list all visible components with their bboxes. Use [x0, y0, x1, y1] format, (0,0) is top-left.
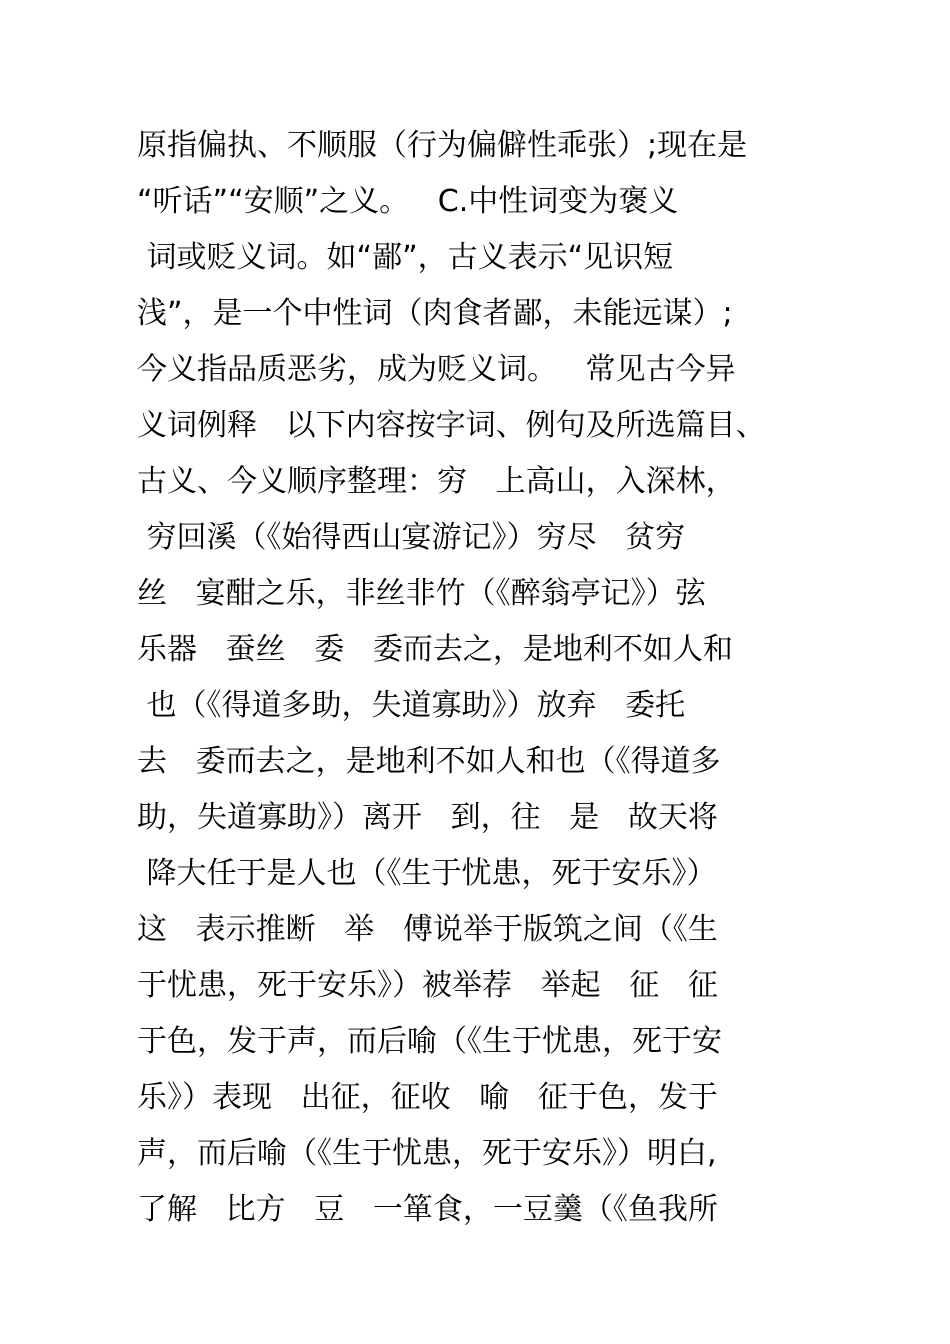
text-line: 了解 比方 豆 一箪食，一豆羹（《鱼我所 [137, 1192, 718, 1227]
text-line: 义词例释 以下内容按字词、例句及所选篇目、 [137, 408, 766, 443]
text-line: 穷回溪（《始得西山宴游记》）穷尽 贫穷 [137, 520, 686, 555]
text-line: 乐器 蚕丝 委 委而去之，是地利不如人和 [137, 632, 733, 667]
text-line: “听话”“安顺”之义。 C.中性词变为褒义 [137, 184, 679, 219]
text-line: 词或贬义词。如“鄙”，古义表示“见识短 [137, 240, 674, 275]
text-line: 降大任于是人也（《生于忧患，死于安乐》） [137, 856, 717, 891]
text-line: 于色，发于声，而后喻（《生于忧患，死于安 [137, 1024, 722, 1059]
text-line: 今义指品质恶劣，成为贬义词。 常见古今异 [137, 352, 736, 387]
text-line: 这 表示推断 举 傅说举于版筑之间（《生 [137, 912, 718, 947]
text-line: 古义、今义顺序整理：穷 上高山，入深林， [137, 464, 736, 499]
text-line: 原指偏执、不顺服（行为偏僻性乖张）;现在是 [137, 128, 748, 163]
text-line: 乐》）表现 出征，征收 喻 征于色，发于 [137, 1080, 718, 1115]
text-line: 去 委而去之，是地利不如人和也（《得道多 [137, 744, 721, 779]
body-text [137, 118, 837, 1238]
text-line: 丝 宴酣之乐，非丝非竹（《醉翁亭记》）弦 [137, 576, 706, 611]
text-line: 于忧患，死于安乐》）被举荐 举起 征 征 [137, 968, 718, 1003]
text-line: 助，失道寡助》）离开 到，往 是 故天将 [137, 800, 718, 835]
text-line: 声，而后喻（《生于忧患，死于安乐》）明白, [137, 1136, 717, 1171]
text-line: 也（《得道多助，失道寡助》）放弃 委托 [137, 688, 686, 723]
text-line: 浅”，是一个中性词（肉食者鄙，未能远谋）; [137, 296, 733, 331]
